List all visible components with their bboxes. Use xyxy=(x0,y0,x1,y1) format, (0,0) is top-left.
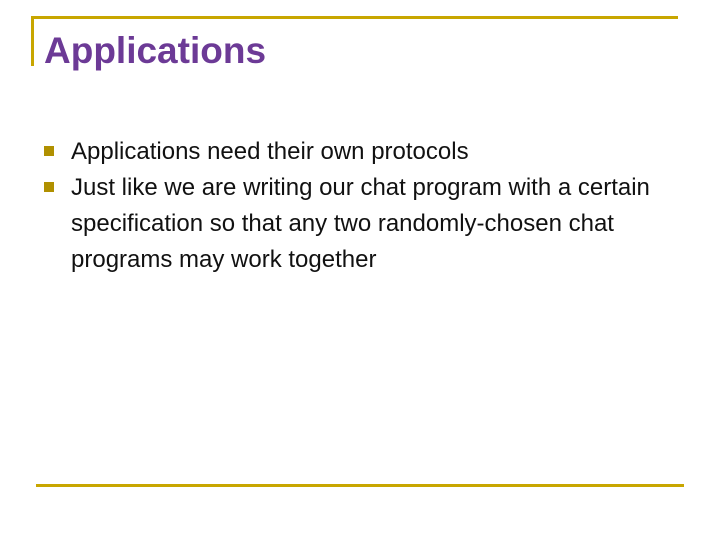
bullet-item xyxy=(44,170,684,278)
left-rule xyxy=(31,16,34,66)
bullet-text: Just like we are writing our chat program with a certain specification so that any two randomly-chosen chat programs may work together xyxy=(71,174,650,273)
bullet-text: Applications need their own protocols xyxy=(71,138,469,165)
bullet-item xyxy=(44,134,684,170)
square-bullet-icon xyxy=(44,146,54,156)
top-rule xyxy=(31,16,678,19)
square-bullet-icon xyxy=(44,182,54,192)
slide-title: Applications xyxy=(44,30,267,71)
bullet-list xyxy=(44,134,684,278)
bottom-rule xyxy=(36,484,684,487)
